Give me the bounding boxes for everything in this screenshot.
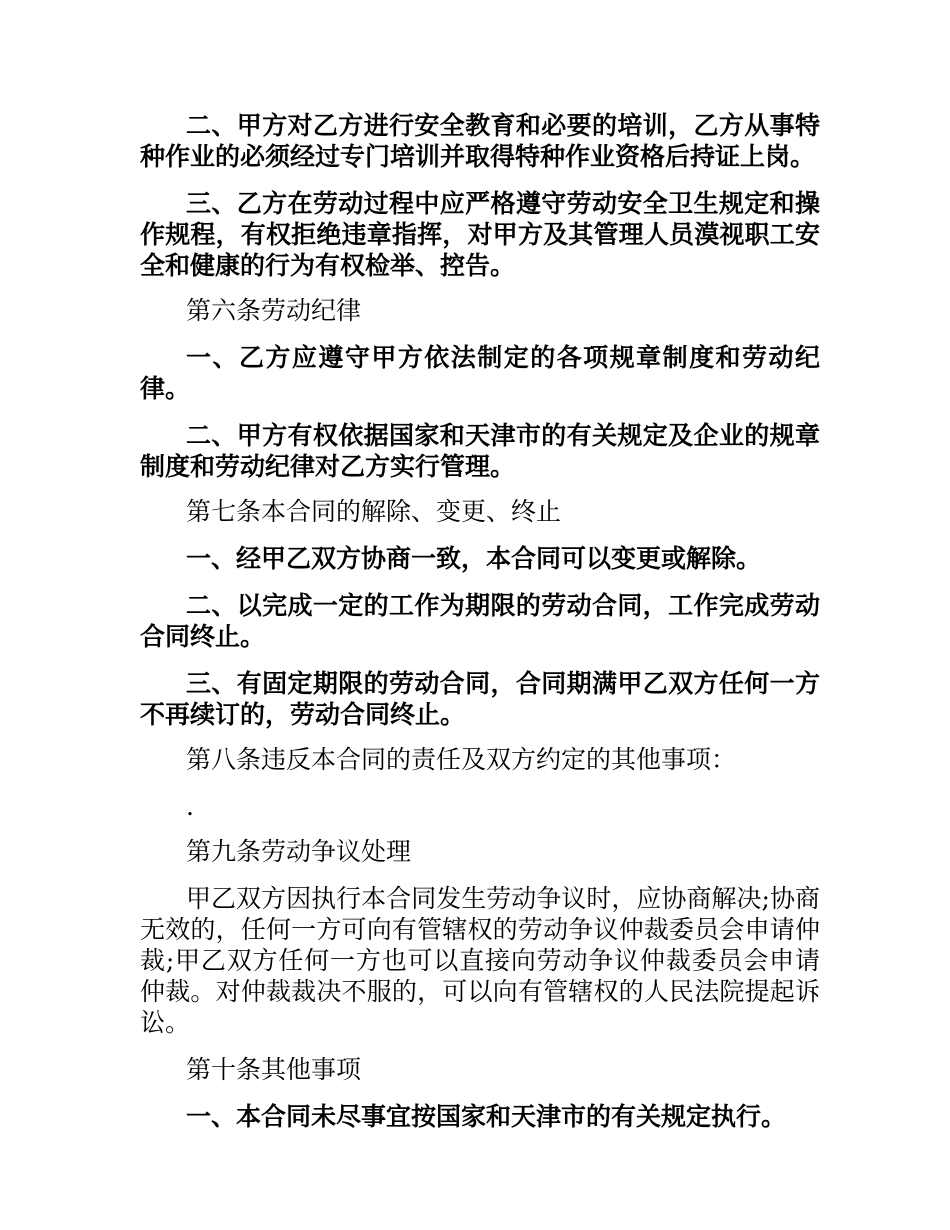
clause-6-heading: 第六条劳动纪律: [186, 296, 362, 325]
clause-8-heading: 第八条违反本合同的责任及双方约定的其他事项：: [186, 745, 737, 774]
clause-6-item-2: 二、甲方有权依据国家和天津市的有关规定及企业的规章制度和劳动纪律对乙方实行管理。: [140, 421, 820, 481]
document-page: [140, 110, 820, 1132]
clause-9-body: 甲乙双方因执行本合同发生劳动争议时，应协商解决;协商无效的，任何一方可向有管辖权的劳动争议仲裁委员会申请仲裁;甲乙双方任何一方也可以直接向劳动争议仲裁委员会申请仲裁。对仲裁裁决不服的，可以向有管辖权的人民法院提起诉讼。: [140, 884, 820, 1037]
clause-5-item-3: 三、乙方在劳动过程中应严格遵守劳动安全卫生规定和操作规程，有权拒绝违章指挥，对甲方及其管理人员漠视职工安全和健康的行为有权检举、控告。: [140, 189, 820, 280]
clause-7-item-2: 二、以完成一定的工作为期限的劳动合同，工作完成劳动合同终止。: [140, 591, 820, 651]
clause-7-item-3: 三、有固定期限的劳动合同，合同期满甲乙双方任何一方不再续订的，劳动合同终止。: [140, 669, 820, 729]
clause-8-blank: .: [186, 792, 194, 821]
clause-7-heading: 第七条本合同的解除、变更、终止: [186, 497, 562, 526]
clause-10-item-1: 一、本合同未尽事宜按国家和天津市的有关规定执行。: [186, 1102, 787, 1131]
clause-5-item-2: 二、甲方对乙方进行安全教育和必要的培训，乙方从事特种作业的必须经过专门培训并取得特种作业资格后持证上岗。: [140, 111, 820, 171]
clause-9-heading: 第九条劳动争议处理: [186, 837, 412, 866]
clause-7-item-1: 一、经甲乙双方协商一致，本合同可以变更或解除。: [186, 544, 762, 573]
clause-6-item-1: 一、乙方应遵守甲方依法制定的各项规章制度和劳动纪律。: [140, 343, 820, 403]
clause-10-heading: 第十条其他事项: [186, 1055, 362, 1084]
